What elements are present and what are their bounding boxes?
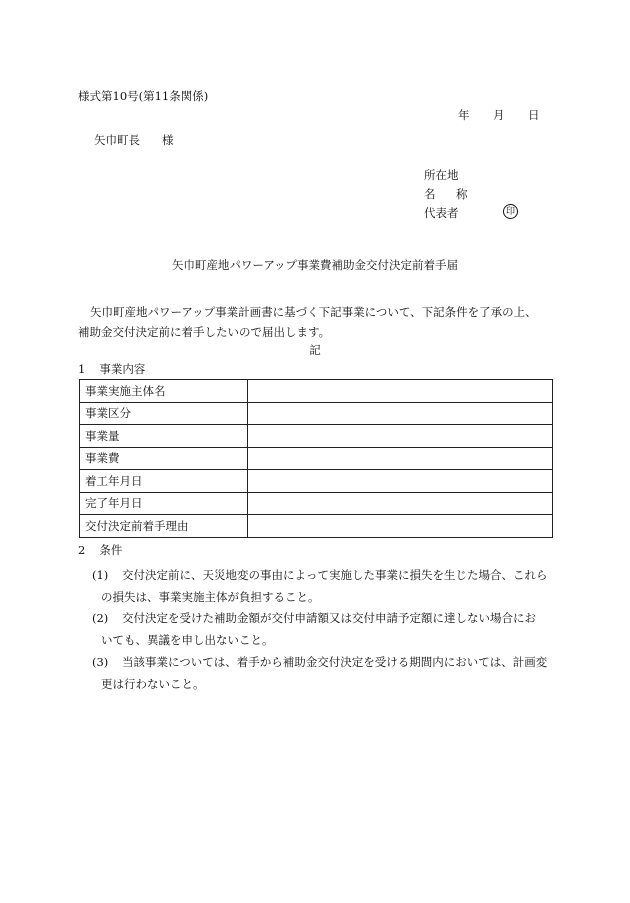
condition-item xyxy=(92,564,562,608)
row-value[interactable] xyxy=(248,447,553,470)
condition-line-2: 更は行わないこと。 xyxy=(101,677,205,691)
seal-mark: 印 xyxy=(503,204,518,219)
table-row xyxy=(80,492,553,515)
table-row xyxy=(80,515,553,538)
date-month-label: 月 xyxy=(493,108,505,122)
project-details-table xyxy=(79,379,553,538)
addressee-honorific: 様 xyxy=(162,133,174,147)
applicant-name-label-char-2: 称 xyxy=(456,187,468,201)
row-label: 事業量 xyxy=(80,425,248,448)
table-row xyxy=(80,380,553,403)
row-label: 着工年月日 xyxy=(80,470,248,493)
date-year-label: 年 xyxy=(458,108,470,122)
row-value[interactable] xyxy=(248,380,553,403)
row-value[interactable] xyxy=(248,425,553,448)
table-row xyxy=(80,425,553,448)
addressee-name: 矢巾町長 xyxy=(94,133,140,147)
section-1-number: 1 xyxy=(78,362,86,376)
addressee xyxy=(94,133,174,147)
table-row xyxy=(80,447,553,470)
ki-heading: 記 xyxy=(309,343,321,357)
intro-paragraph xyxy=(78,302,558,342)
table-row xyxy=(80,470,553,493)
condition-line-2: いても、異議を申し出ないこと。 xyxy=(101,633,274,647)
row-value[interactable] xyxy=(248,470,553,493)
condition-line-1: 交付決定を受けた補助金額が交付申請額又は交付申請予定額に達しない場合にお xyxy=(122,611,536,625)
section-2-heading xyxy=(78,543,122,557)
section-1-heading xyxy=(78,362,145,376)
intro-line-1: 矢巾町産地パワーアップ事業計画書に基づく下記事業について、下記条件を了承の上、 xyxy=(90,305,537,319)
condition-line-2: の損失は、事業実施主体が負担すること。 xyxy=(101,590,320,604)
row-value[interactable] xyxy=(248,402,553,425)
row-value[interactable] xyxy=(248,515,553,538)
condition-number: (1) xyxy=(92,568,109,582)
row-label: 交付決定前着手理由 xyxy=(80,515,248,538)
row-label: 事業実施主体名 xyxy=(80,380,248,403)
applicant-name-label-char-1: 名 xyxy=(424,187,436,201)
condition-number: (3) xyxy=(92,655,109,669)
condition-item xyxy=(92,651,562,695)
row-label: 事業区分 xyxy=(80,402,248,425)
intro-line-2: 補助金交付決定前に着手したいので届出します。 xyxy=(78,325,331,339)
row-label: 完了年月日 xyxy=(80,492,248,515)
condition-line-1: 交付決定前に、天災地変の事由によって実施した事業に損失を生じた場合、これら xyxy=(122,568,548,582)
applicant-address-label: 所在地 xyxy=(424,168,459,182)
section-2-number: 2 xyxy=(78,543,86,557)
condition-line-1: 当該事業については、着手から補助金交付決定を受ける期間内においては、計画変 xyxy=(122,655,548,669)
applicant-representative-label: 代表者 xyxy=(424,206,459,220)
table-row xyxy=(80,402,553,425)
condition-item xyxy=(92,607,562,651)
section-1-title: 事業内容 xyxy=(99,362,146,376)
form-number: 様式第10号(第11条関係) xyxy=(78,89,209,103)
date-day-label: 日 xyxy=(528,108,540,122)
row-value[interactable] xyxy=(248,492,553,515)
row-label: 事業費 xyxy=(80,447,248,470)
condition-number: (2) xyxy=(92,611,109,625)
applicant-name-label xyxy=(424,187,468,201)
document-title: 矢巾町産地パワーアップ事業費補助金交付決定前着手届 xyxy=(171,258,459,272)
section-2-title: 条件 xyxy=(99,543,123,557)
